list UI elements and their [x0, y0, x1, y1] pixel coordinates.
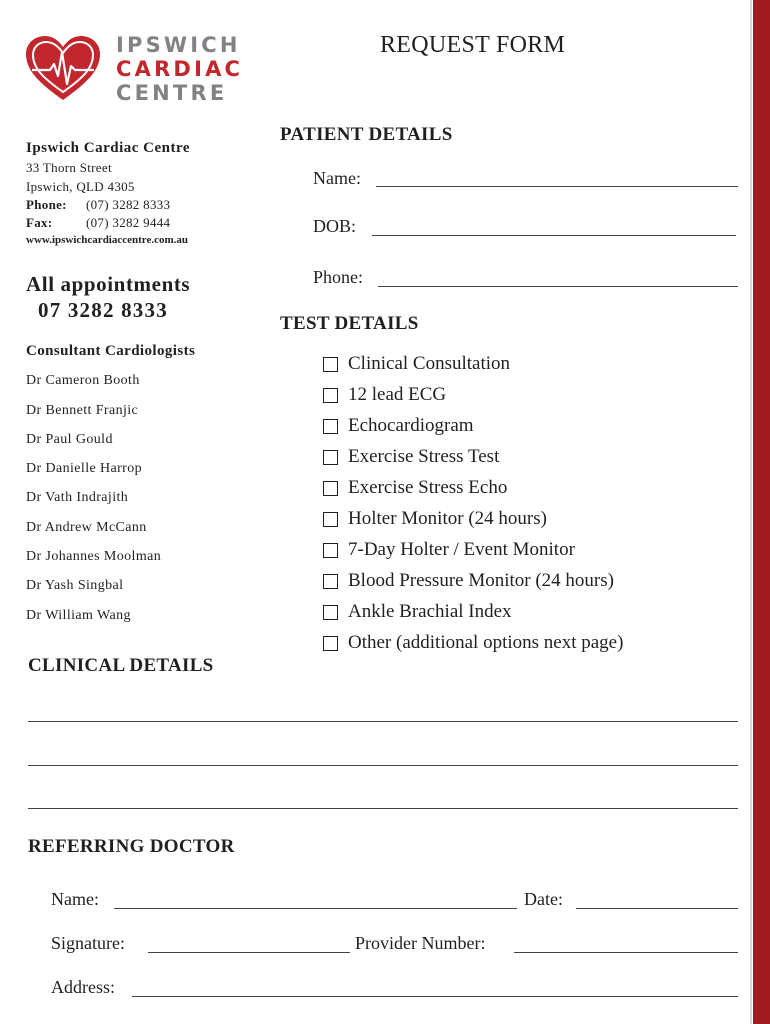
consultant-name: Dr Bennett Franjic: [26, 403, 139, 418]
referral-date-field[interactable]: [576, 908, 738, 909]
checkbox[interactable]: [323, 512, 338, 527]
test-option-label: Ankle Brachial Index: [348, 601, 512, 622]
clinical-details-heading: CLINICAL DETAILS: [28, 655, 214, 676]
patient-name-label: Name:: [313, 168, 361, 188]
clinic-fax: (07) 3282 9444: [86, 215, 171, 230]
logo-text-centre: CENTRE: [116, 81, 228, 105]
consultant-name: Dr Cameron Booth: [26, 373, 140, 388]
patient-dob-label: DOB:: [313, 216, 357, 236]
patient-details-heading: PATIENT DETAILS: [280, 124, 453, 145]
signature-field[interactable]: [148, 952, 350, 953]
test-option-label: Other (additional options next page): [348, 632, 624, 653]
clinic-phone-row: [26, 197, 170, 213]
test-option[interactable]: [323, 446, 499, 468]
patient-phone-label: Phone:: [313, 267, 364, 287]
provider-number-field[interactable]: [514, 952, 738, 953]
consultant-name: Dr Vath Indrajith: [26, 490, 129, 505]
signature-label: Signature:: [51, 933, 125, 953]
appointments-number: 07 3282 8333: [38, 298, 168, 322]
consultant-name: Dr Andrew McCann: [26, 520, 147, 535]
test-option-label: Exercise Stress Test: [348, 446, 500, 467]
checkbox[interactable]: [323, 388, 338, 403]
checkbox[interactable]: [323, 605, 338, 620]
clinic-phone: (07) 3282 8333: [86, 197, 171, 212]
referral-date-label: Date:: [524, 889, 563, 909]
clinic-fax-row: [26, 215, 170, 231]
consultants-heading: Consultant Cardiologists: [26, 343, 196, 359]
test-option-label: Clinical Consultation: [348, 353, 511, 374]
test-details-heading: TEST DETAILS: [280, 313, 419, 334]
appointments-label: All appointments: [26, 272, 191, 296]
consultant-name: Dr Yash Singbal: [26, 578, 124, 593]
consultant-name: Dr Paul Gould: [26, 432, 113, 447]
test-option-label: Holter Monitor (24 hours): [348, 508, 547, 529]
clinic-name: Ipswich Cardiac Centre: [26, 140, 191, 156]
checkbox[interactable]: [323, 450, 338, 465]
side-color-band: [753, 0, 770, 1024]
test-option[interactable]: [323, 570, 614, 592]
test-option-label: Blood Pressure Monitor (24 hours): [348, 570, 614, 591]
test-option[interactable]: [323, 508, 547, 530]
clinic-website: www.ipswichcardiaccentre.com.au: [26, 234, 189, 246]
referrer-name-field[interactable]: [114, 908, 517, 909]
provider-number-label: Provider Number:: [355, 933, 486, 953]
heart-logo-icon: [24, 34, 102, 109]
patient-name-field[interactable]: [376, 186, 738, 187]
address-label: Address:: [51, 977, 115, 997]
page-edge-shadow: [750, 0, 752, 1024]
test-option-label: Echocardiogram: [348, 415, 474, 436]
checkbox[interactable]: [323, 357, 338, 372]
logo-text-ipswich: IPSWICH: [116, 33, 241, 57]
referrer-name-label: Name:: [51, 889, 99, 909]
clinical-details-line-3[interactable]: [28, 808, 738, 809]
consultant-name: Dr William Wang: [26, 608, 131, 623]
test-option[interactable]: [323, 539, 575, 561]
fax-label: Fax:: [26, 215, 53, 230]
clinical-details-line-1[interactable]: [28, 721, 738, 722]
address-field[interactable]: [132, 996, 738, 997]
test-option[interactable]: [323, 601, 512, 623]
consultant-name: Dr Danielle Harrop: [26, 461, 143, 476]
form-title: REQUEST FORM: [380, 32, 566, 58]
test-option[interactable]: [323, 353, 510, 375]
checkbox[interactable]: [323, 543, 338, 558]
test-option-label: 7-Day Holter / Event Monitor: [348, 539, 575, 560]
phone-label: Phone:: [26, 197, 67, 212]
clinic-street: 33 Thorn Street: [26, 160, 112, 175]
logo-text-cardiac: CARDIAC: [116, 57, 244, 81]
checkbox[interactable]: [323, 574, 338, 589]
clinical-details-line-2[interactable]: [28, 765, 738, 766]
patient-phone-row: [313, 267, 363, 288]
test-option[interactable]: [323, 415, 474, 437]
test-option[interactable]: [323, 384, 446, 406]
checkbox[interactable]: [323, 636, 338, 651]
test-option[interactable]: [323, 632, 623, 654]
checkbox[interactable]: [323, 481, 338, 496]
referring-doctor-heading: REFERRING DOCTOR: [28, 836, 235, 857]
clinic-city: Ipswich, QLD 4305: [26, 179, 135, 194]
test-option-label: 12 lead ECG: [348, 384, 447, 405]
checkbox[interactable]: [323, 419, 338, 434]
test-option[interactable]: [323, 477, 507, 499]
patient-dob-row: [313, 216, 356, 237]
test-option-label: Exercise Stress Echo: [348, 477, 508, 498]
consultant-name: Dr Johannes Moolman: [26, 549, 162, 564]
patient-phone-field[interactable]: [378, 286, 738, 287]
patient-dob-field[interactable]: [372, 235, 736, 236]
